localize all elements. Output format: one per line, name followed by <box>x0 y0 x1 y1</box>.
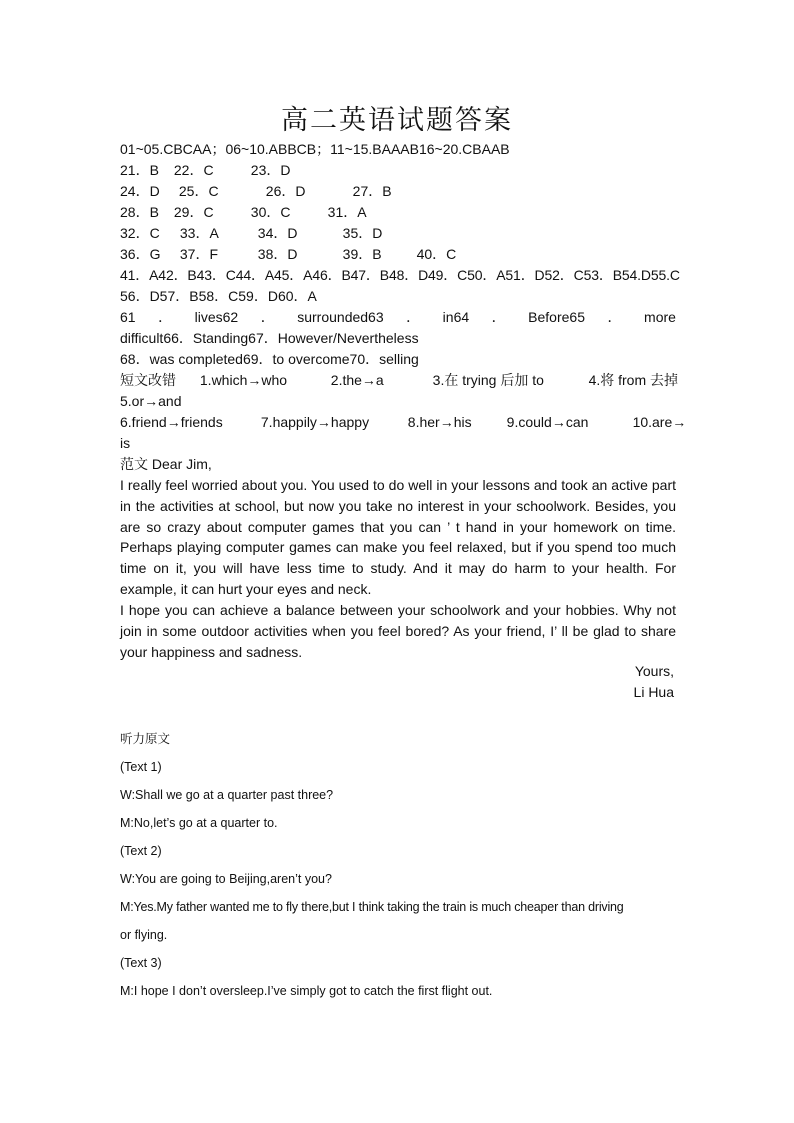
answer: 23．D <box>250 162 291 178</box>
answer-part: more <box>644 309 676 325</box>
listening-line: (Text 1) <box>120 760 162 774</box>
listening-line: M:I hope I don’t oversleep.I’ve simply got to catch the first flight out. <box>120 984 493 998</box>
answers-row-21 <box>120 160 676 181</box>
answer: 21．B <box>120 162 159 178</box>
essay-signature: Li Hua <box>633 684 674 700</box>
essay-paragraph-2: I hope you can achieve a balance between your schoolwork and your hobbies. Why not join in some outdoor activities when you feel bored? As your friend, I’ ll be glad to share your happiness and sadness. <box>120 602 676 660</box>
correction-item: 8.her→his <box>407 414 472 430</box>
answer: 35．D <box>342 225 383 241</box>
correction-item: 2.the→a <box>330 372 384 388</box>
answers-row-41: 41．A42．B43．C44．A45．A46．B47．B48．D49．C50．A51．D52．C53．B54.D55.C <box>120 267 680 283</box>
answers-row-68: 68．was completed69．to overcome70．selling <box>120 351 419 367</box>
correction-item: 6.friend→friends <box>120 414 223 430</box>
answers-row-32 <box>120 223 676 244</box>
correction-item: 10.are→ <box>632 414 687 430</box>
listening-line: M:Yes.My father wanted me to fly there,but I think taking the train is much cheaper than driving <box>120 900 624 914</box>
answer: 30．C <box>250 204 291 220</box>
answer: 25．C <box>178 183 219 199</box>
essay-paragraph-1: I really feel worried about you. You used to do well in your lessons and took an active part in the activities at school, but now you take no interest in your schoolwork. Besides, you are so crazy about computer games that you can ’ t hand in your homework on time. Perhaps playing computer games can make you feel relaxed, but if you spend too much time on it, you will have less time to study. And it may do harm to your health. For example, it can hurt your eyes and neck. <box>120 477 676 597</box>
listening-label: 听力原文 <box>120 731 171 746</box>
listening-line: W:You are going to Beijing,aren’t you? <box>120 872 332 886</box>
correction-item: 3.在 trying 后加 to <box>432 372 544 388</box>
answer-part: ． <box>158 309 173 325</box>
answer: 40．C <box>416 246 457 262</box>
answer-part: ． <box>491 309 506 325</box>
correction-label: 短文改错 <box>120 373 176 389</box>
answer: 24．D <box>120 183 160 199</box>
essay-greeting: Dear Jim, <box>151 456 212 472</box>
answer: 32．C <box>120 225 160 241</box>
answer: 39．B <box>342 246 382 262</box>
answer-part: 61 <box>120 309 136 325</box>
listening-line: (Text 3) <box>120 956 162 970</box>
listening-line: M:No,let’s go at a quarter to. <box>120 816 278 830</box>
answer: 34．D <box>257 225 298 241</box>
answer: 29．C <box>173 204 214 220</box>
correction-row-2 <box>120 412 687 433</box>
essay-label: 范文 <box>120 457 148 473</box>
answers-row-61-cont: difficult66．Standing67．However/Nevertheless <box>120 330 419 346</box>
correction-item: 7.happily→happy <box>260 414 370 430</box>
correction-item-5: 5.or→and <box>120 393 182 409</box>
answers-row-36 <box>120 244 676 265</box>
correction-item: 9.could→can <box>506 414 589 430</box>
answers-row-24 <box>120 181 676 202</box>
answer-part: ． <box>406 309 421 325</box>
answer: 37．F <box>179 246 219 262</box>
listening-line: W:Shall we go at a quarter past three? <box>120 788 334 802</box>
listening-line: or flying. <box>120 928 168 942</box>
correction-row-1 <box>120 370 679 392</box>
listening-line: (Text 2) <box>120 844 162 858</box>
answers-1-20: 01~05.CBCAA；06~10.ABBCB；11~15.BAAAB16~20.CBAAB <box>120 141 510 157</box>
correction-item: 1.which→who <box>199 372 288 388</box>
answer-part: Before65 <box>528 309 585 325</box>
answer: 28．B <box>120 204 159 220</box>
answers-row-56: 56．D57．B58．C59．D60．A <box>120 288 317 304</box>
answer: 27．B <box>352 183 392 199</box>
answer-part: lives62 <box>194 309 239 325</box>
answer: 38．D <box>257 246 298 262</box>
answer: 33．A <box>179 225 219 241</box>
answers-row-61 <box>120 307 676 328</box>
answer: 22．C <box>173 162 214 178</box>
answer: 31．A <box>327 204 367 220</box>
correction-item-10-cont: is <box>120 435 131 451</box>
answers-row-28 <box>120 202 676 223</box>
answer-part: in64 <box>442 309 470 325</box>
essay-heading <box>120 454 676 476</box>
correction-item: 4.将 from 去掉 <box>588 372 679 388</box>
answer-part: surrounded63 <box>297 309 384 325</box>
essay-closing: Yours, <box>634 663 674 679</box>
page-title: 高二英语试题答案 <box>281 105 513 136</box>
answer-part: ． <box>260 309 275 325</box>
answer: 26．D <box>265 183 306 199</box>
answer: 36．G <box>120 246 161 262</box>
answer-part: ． <box>607 309 622 325</box>
